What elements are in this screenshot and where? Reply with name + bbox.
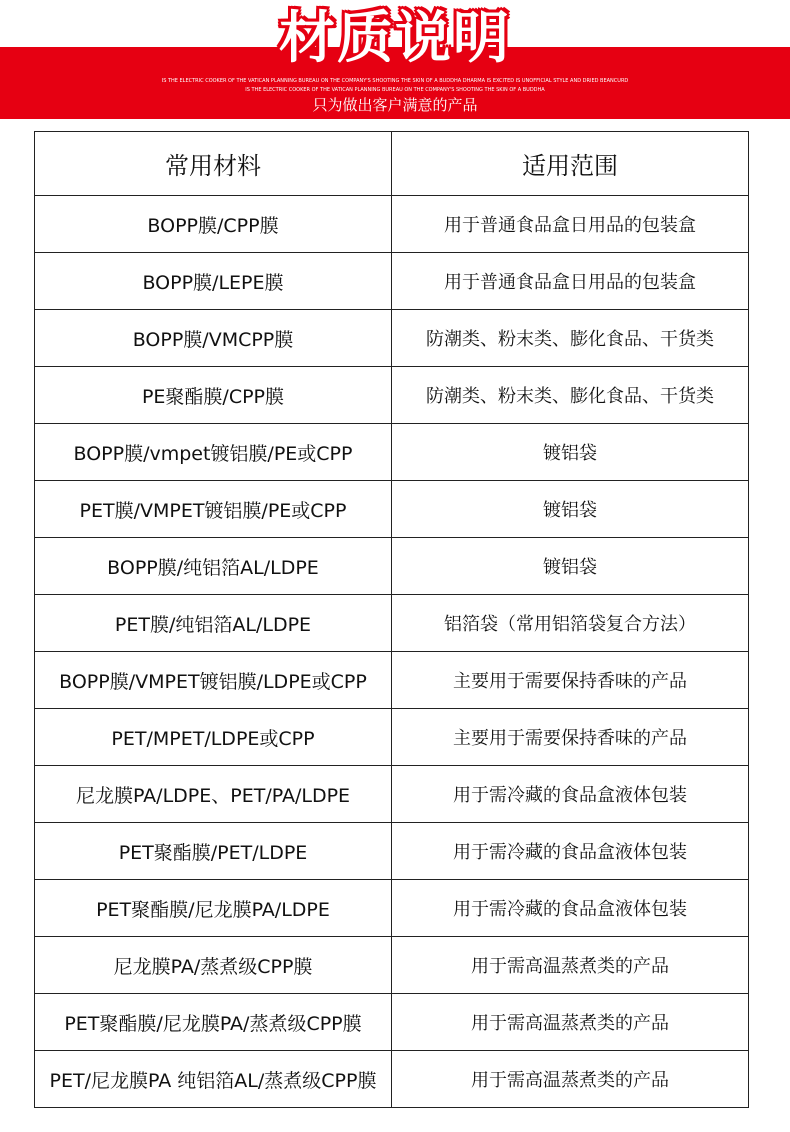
material-cell: BOPP膜/VMCPP膜 bbox=[35, 310, 392, 367]
table-row bbox=[35, 823, 749, 880]
table-row bbox=[35, 196, 749, 253]
material-cell: PET膜/纯铝箔AL/LDPE bbox=[35, 595, 392, 652]
usage-cell: 用于需高温蒸煮类的产品 bbox=[392, 994, 749, 1051]
material-cell: PET聚酯膜/PET/LDPE bbox=[35, 823, 392, 880]
table-row bbox=[35, 1051, 749, 1108]
material-cell: PET/尼龙膜PA 纯铝箔AL/蒸煮级CPP膜 bbox=[35, 1051, 392, 1108]
material-cell: BOPP膜/VMPET镀铝膜/LDPE或CPP bbox=[35, 652, 392, 709]
slogan: 只为做出客户满意的产品 bbox=[312, 96, 478, 114]
materials-table bbox=[34, 131, 749, 1108]
material-cell: PET聚酯膜/尼龙膜PA/LDPE bbox=[35, 880, 392, 937]
material-cell: 尼龙膜PA/LDPE、PET/PA/LDPE bbox=[35, 766, 392, 823]
table-row bbox=[35, 652, 749, 709]
usage-cell: 用于普通食品盒日用品的包装盒 bbox=[392, 196, 749, 253]
table-row bbox=[35, 253, 749, 310]
usage-cell: 用于需冷藏的食品盒液体包装 bbox=[392, 766, 749, 823]
table-row bbox=[35, 367, 749, 424]
material-cell: BOPP膜/LEPE膜 bbox=[35, 253, 392, 310]
page-title: 材质说明 bbox=[279, 6, 511, 71]
usage-cell: 防潮类、粉末类、膨化食品、干货类 bbox=[392, 310, 749, 367]
header-usage: 适用范围 bbox=[392, 132, 749, 196]
table-row bbox=[35, 310, 749, 367]
fine-print-line-2: IS THE ELECTRIC COOKER OF THE VATICAN PLANNING BUREAU ON THE COMPANY'S SHOOTING THE SKIN OF A BUDDHA bbox=[245, 87, 545, 93]
usage-cell: 主要用于需要保持香味的产品 bbox=[392, 652, 749, 709]
material-cell: PET膜/VMPET镀铝膜/PE或CPP bbox=[35, 481, 392, 538]
material-cell: BOPP膜/CPP膜 bbox=[35, 196, 392, 253]
table-row bbox=[35, 709, 749, 766]
usage-cell: 镀铝袋 bbox=[392, 481, 749, 538]
table-row bbox=[35, 424, 749, 481]
material-cell: BOPP膜/纯铝箔AL/LDPE bbox=[35, 538, 392, 595]
table-row bbox=[35, 595, 749, 652]
material-cell: PET聚酯膜/尼龙膜PA/蒸煮级CPP膜 bbox=[35, 994, 392, 1051]
table-row bbox=[35, 538, 749, 595]
usage-cell: 镀铝袋 bbox=[392, 424, 749, 481]
usage-cell: 镀铝袋 bbox=[392, 538, 749, 595]
table-row bbox=[35, 481, 749, 538]
usage-cell: 防潮类、粉末类、膨化食品、干货类 bbox=[392, 367, 749, 424]
table-row bbox=[35, 994, 749, 1051]
usage-cell: 用于普通食品盒日用品的包装盒 bbox=[392, 253, 749, 310]
usage-cell: 用于需高温蒸煮类的产品 bbox=[392, 937, 749, 994]
material-cell: PE聚酯膜/CPP膜 bbox=[35, 367, 392, 424]
material-cell: 尼龙膜PA/蒸煮级CPP膜 bbox=[35, 937, 392, 994]
table-row bbox=[35, 880, 749, 937]
usage-cell: 主要用于需要保持香味的产品 bbox=[392, 709, 749, 766]
usage-cell: 铝箔袋（常用铝箔袋复合方法） bbox=[392, 595, 749, 652]
material-cell: BOPP膜/vmpet镀铝膜/PE或CPP bbox=[35, 424, 392, 481]
fine-print-line-1: IS THE ELECTRIC COOKER OF THE VATICAN PLANNING BUREAU ON THE COMPANY'S SHOOTING THE SKIN OF A BUDDHA DHARMA IS EXCITED IS UNOFFICIAL STYLE AND DRIED BEANCURD bbox=[161, 78, 629, 84]
material-cell: PET/MPET/LDPE或CPP bbox=[35, 709, 392, 766]
usage-cell: 用于需高温蒸煮类的产品 bbox=[392, 1051, 749, 1108]
table-row bbox=[35, 937, 749, 994]
table-row bbox=[35, 766, 749, 823]
header-material: 常用材料 bbox=[35, 132, 392, 196]
usage-cell: 用于需冷藏的食品盒液体包装 bbox=[392, 880, 749, 937]
usage-cell: 用于需冷藏的食品盒液体包装 bbox=[392, 823, 749, 880]
table-header-row bbox=[35, 132, 749, 196]
